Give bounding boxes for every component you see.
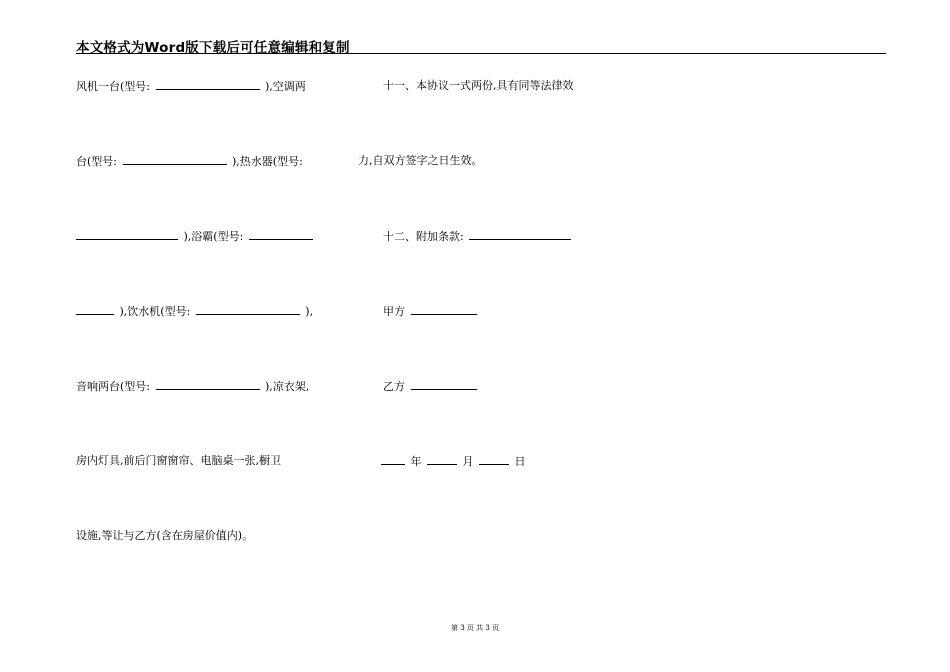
- document-header-title: 本文格式为Word版下载后可任意编辑和复制: [76, 40, 350, 56]
- header-rule: [76, 53, 886, 54]
- month-label: 月: [462, 455, 474, 468]
- additional-terms-blank: [469, 229, 571, 240]
- model-blank-bath-heater: [249, 229, 313, 240]
- left-line-4: [76, 304, 313, 319]
- left-line-3: [76, 229, 315, 244]
- left-line-4-text-b: ),: [305, 305, 314, 318]
- day-blank: [479, 454, 509, 465]
- left-line-7: 设施,等让与乙方(含在房屋价值内)。: [76, 529, 254, 542]
- model-blank-fan: [156, 79, 260, 90]
- left-line-3-text-a: ),浴霸(型号:: [183, 230, 244, 243]
- left-line-1: [76, 79, 306, 94]
- model-blank-ac: [123, 154, 227, 165]
- left-line-4-text-a: ),饮水机(型号:: [119, 305, 191, 318]
- additional-terms-label: 十二、附加条款:: [383, 230, 464, 243]
- left-line-1-text-b: ),空调两: [265, 80, 306, 93]
- month-blank: [427, 454, 457, 465]
- model-blank-bath-heater-cont: [76, 304, 114, 315]
- model-blank-speakers: [156, 379, 260, 390]
- left-line-2-text-a: 台(型号:: [76, 155, 117, 168]
- model-blank-heater: [76, 229, 178, 240]
- left-line-5-text-a: 音响两台(型号:: [76, 380, 150, 393]
- party-a-signature-blank: [411, 304, 477, 315]
- day-label: 日: [514, 455, 526, 468]
- left-line-1-text-a: 风机一台(型号:: [76, 80, 150, 93]
- right-line-3: [383, 229, 573, 244]
- left-line-5: [76, 379, 309, 394]
- right-line-5: [383, 379, 479, 394]
- right-line-1: 十一、本协议一式两份,具有同等法律效: [383, 79, 574, 92]
- party-b-label: 乙方: [383, 380, 405, 393]
- page-number: 第 3 页 共 3 页: [450, 624, 500, 632]
- left-line-2-text-b: ),热水器(型号:: [232, 155, 303, 168]
- model-blank-water-dispenser: [196, 304, 300, 315]
- right-line-6-date: [381, 454, 526, 469]
- right-line-2: 力,自双方签字之日生效。: [358, 154, 483, 167]
- right-line-4: [383, 304, 479, 319]
- left-line-2: [76, 154, 303, 169]
- year-label: 年: [410, 455, 422, 468]
- left-line-6: 房内灯具,前后门窗窗帘、电脑桌一张,橱卫: [76, 454, 281, 467]
- party-a-label: 甲方: [383, 305, 405, 318]
- party-b-signature-blank: [411, 379, 477, 390]
- left-line-5-text-b: ),凉衣架,: [265, 380, 310, 393]
- year-blank: [381, 454, 405, 465]
